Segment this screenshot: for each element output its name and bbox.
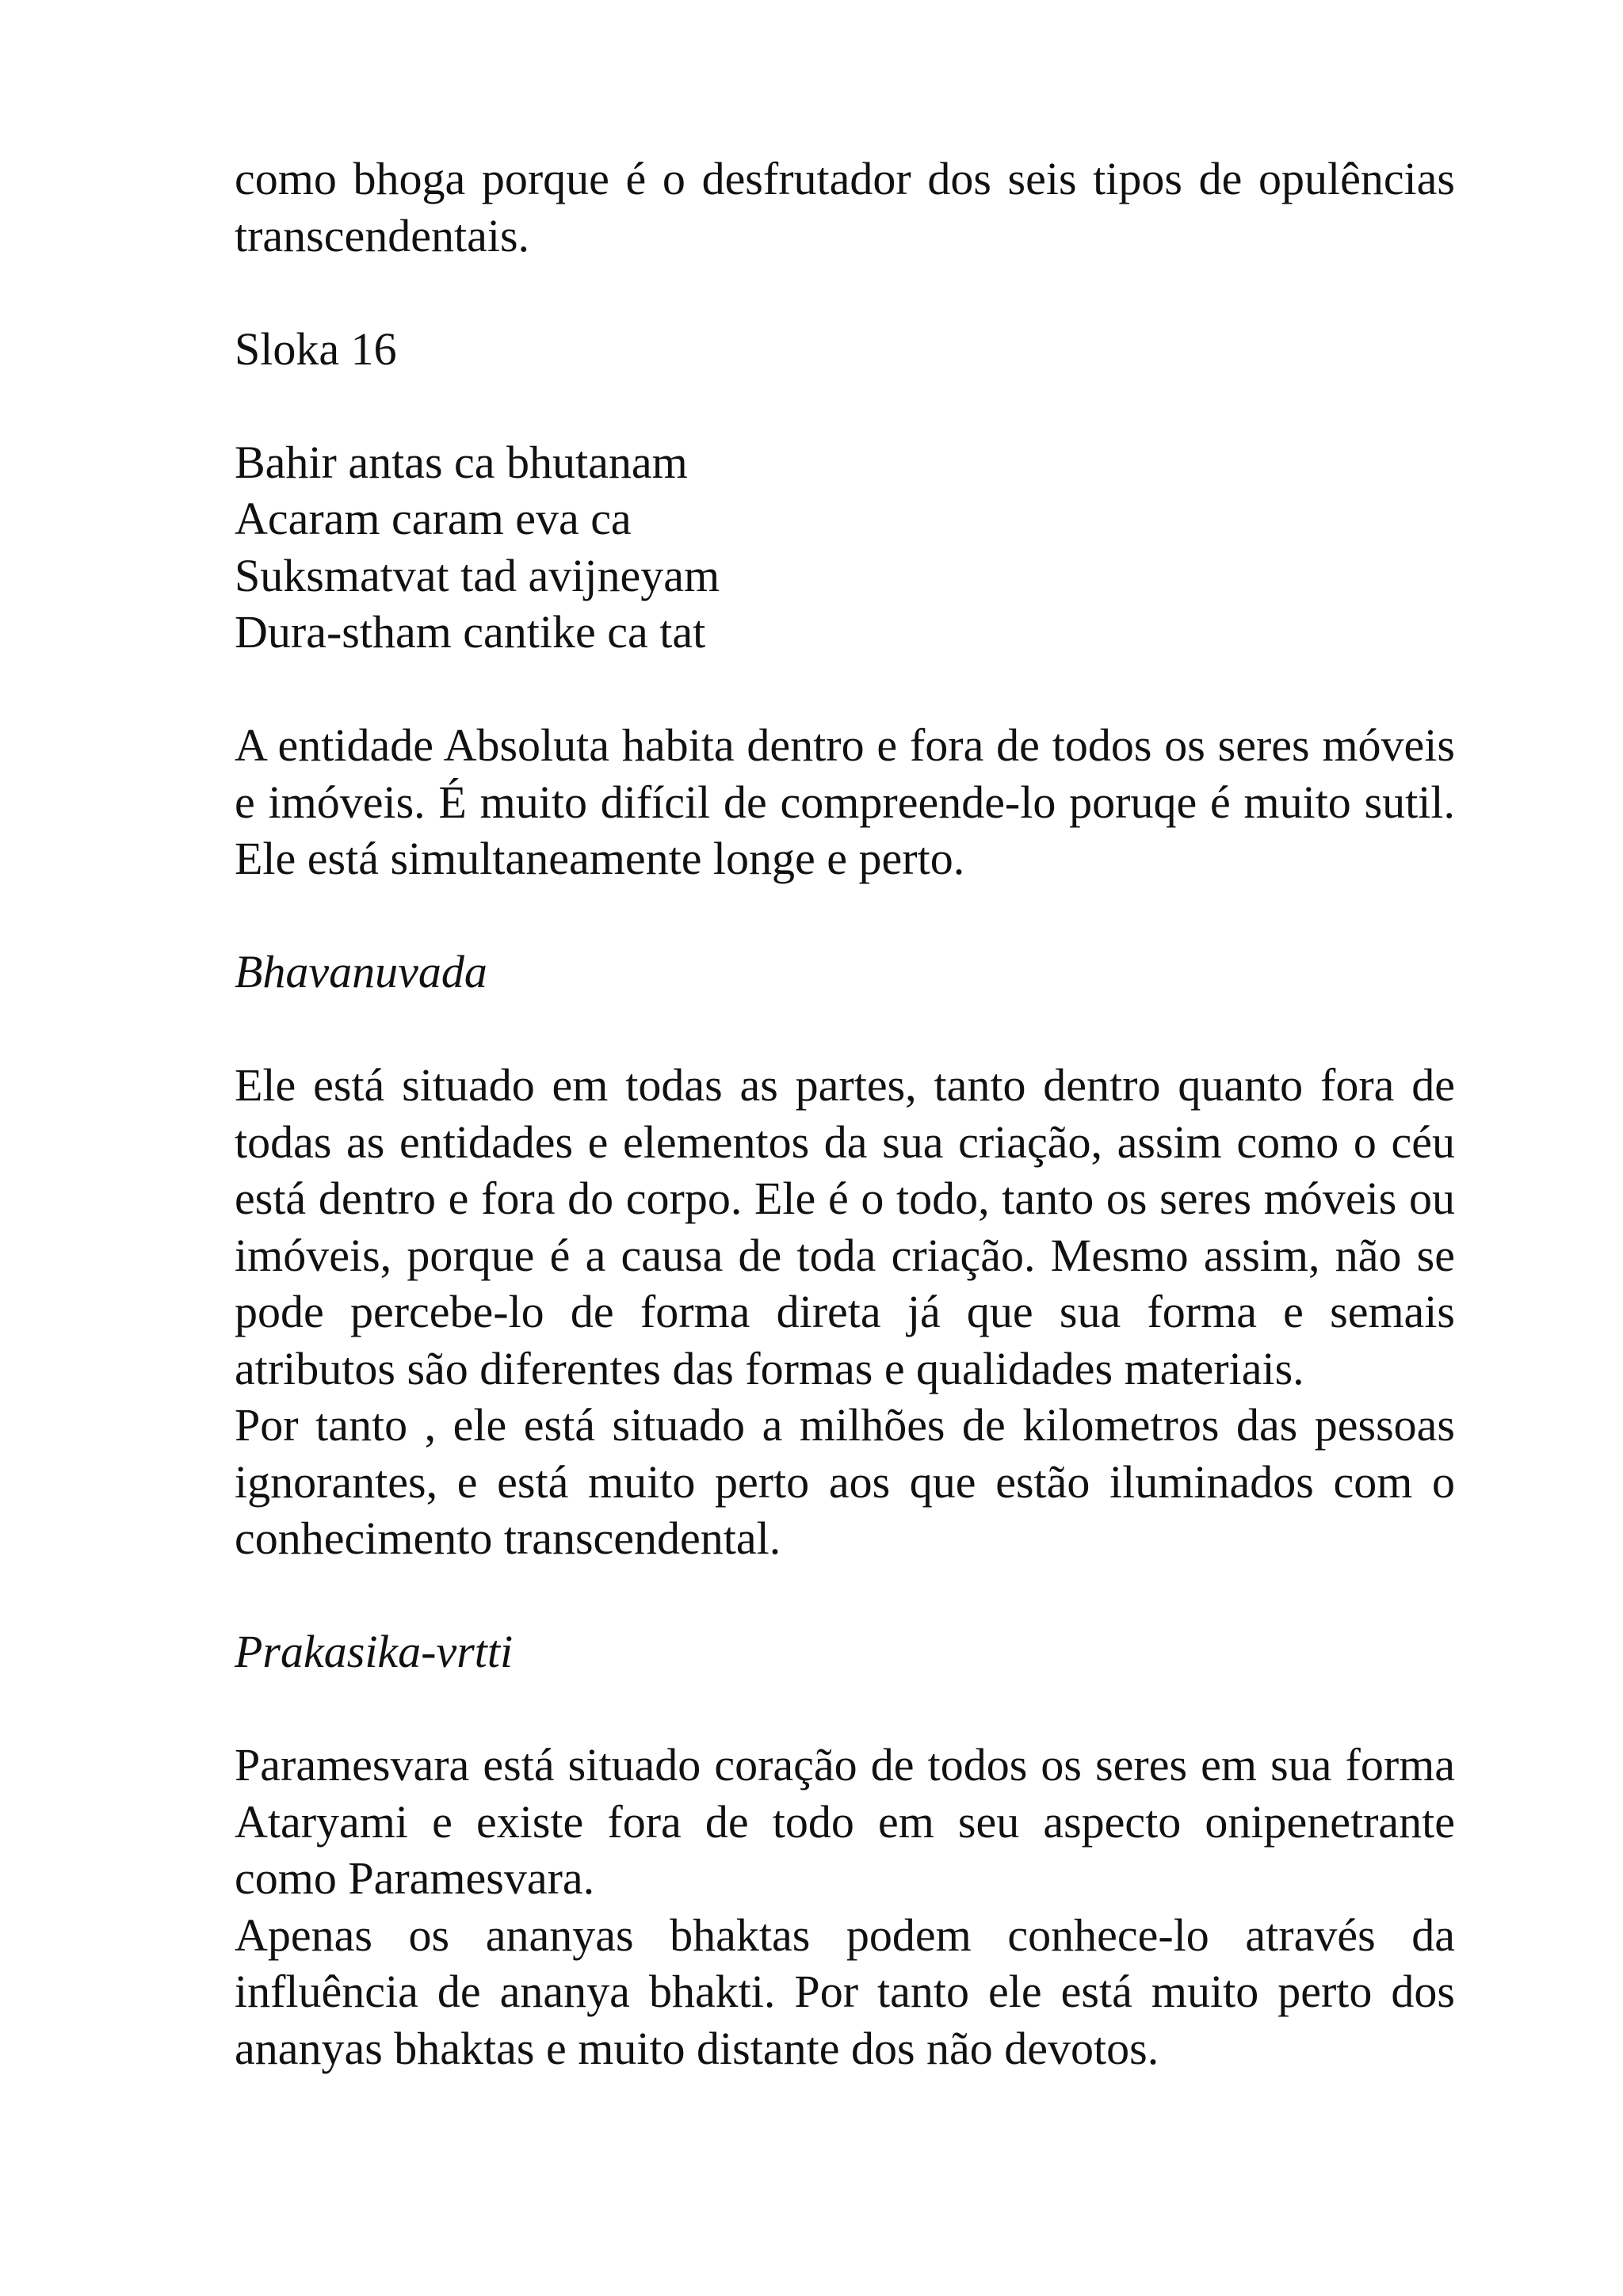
translation-paragraph: A entidade Absoluta habita dentro e fora de todos os seres móveis e imóveis. É muito difícil de compreende-lo poruqe é muito sutil. Ele está simultaneamente longe e perto. bbox=[235, 719, 1455, 884]
paragraph-continuation: como bhoga porque é o desfrutador dos seis tipos de opulências transcendentais. bbox=[235, 153, 1455, 261]
bhavanuvada-paragraph-1: Ele está situado em todas as partes, tanto dentro quanto fora de todas as entidades e elementos da sua criação, assim como o céu está dentro e fora do corpo. Ele é o todo, tanto os seres móveis ou imóveis, porque é a causa de toda criação. Mesmo assim, não se pode percebe-lo de forma direta já que sua forma e semais atributos são diferentes das formas e qualidades materiais. bbox=[235, 1059, 1455, 1394]
prakasika-paragraph-2: Apenas os ananyas bhaktas podem conhece-lo através da influência de ananya bhakti. Por tanto ele está muito perto dos ananyas bhaktas e muito distante dos não devotos. bbox=[235, 1909, 1455, 2074]
verse-line: Acaram caram eva ca bbox=[235, 493, 632, 544]
prakasika-paragraph-1: Paramesvara está situado coração de todos os seres em sua forma Ataryami e existe fora de todo em seu aspecto onipenetrante como Paramesvara. bbox=[235, 1739, 1455, 1904]
verse-line: Dura-stham cantike ca tat bbox=[235, 606, 706, 658]
bhavanuvada-paragraph-2: Por tanto , ele está situado a milhões de kilometros das pessoas ignorantes, e está muito perto aos que estão iluminados com o conhecimento transcendental. bbox=[235, 1399, 1455, 1564]
verse-block bbox=[235, 434, 1455, 661]
verse-line: Suksmatvat tad avijneyam bbox=[235, 549, 720, 601]
sloka-title: Sloka 16 bbox=[235, 322, 397, 375]
document-page bbox=[235, 151, 1455, 2134]
section-heading-bhavanuvada: Bhavanuvada bbox=[235, 946, 487, 997]
verse-line: Bahir antas ca bhutanam bbox=[235, 436, 688, 488]
section-heading-prakasika-vrtti: Prakasika-vrtti bbox=[235, 1626, 514, 1677]
